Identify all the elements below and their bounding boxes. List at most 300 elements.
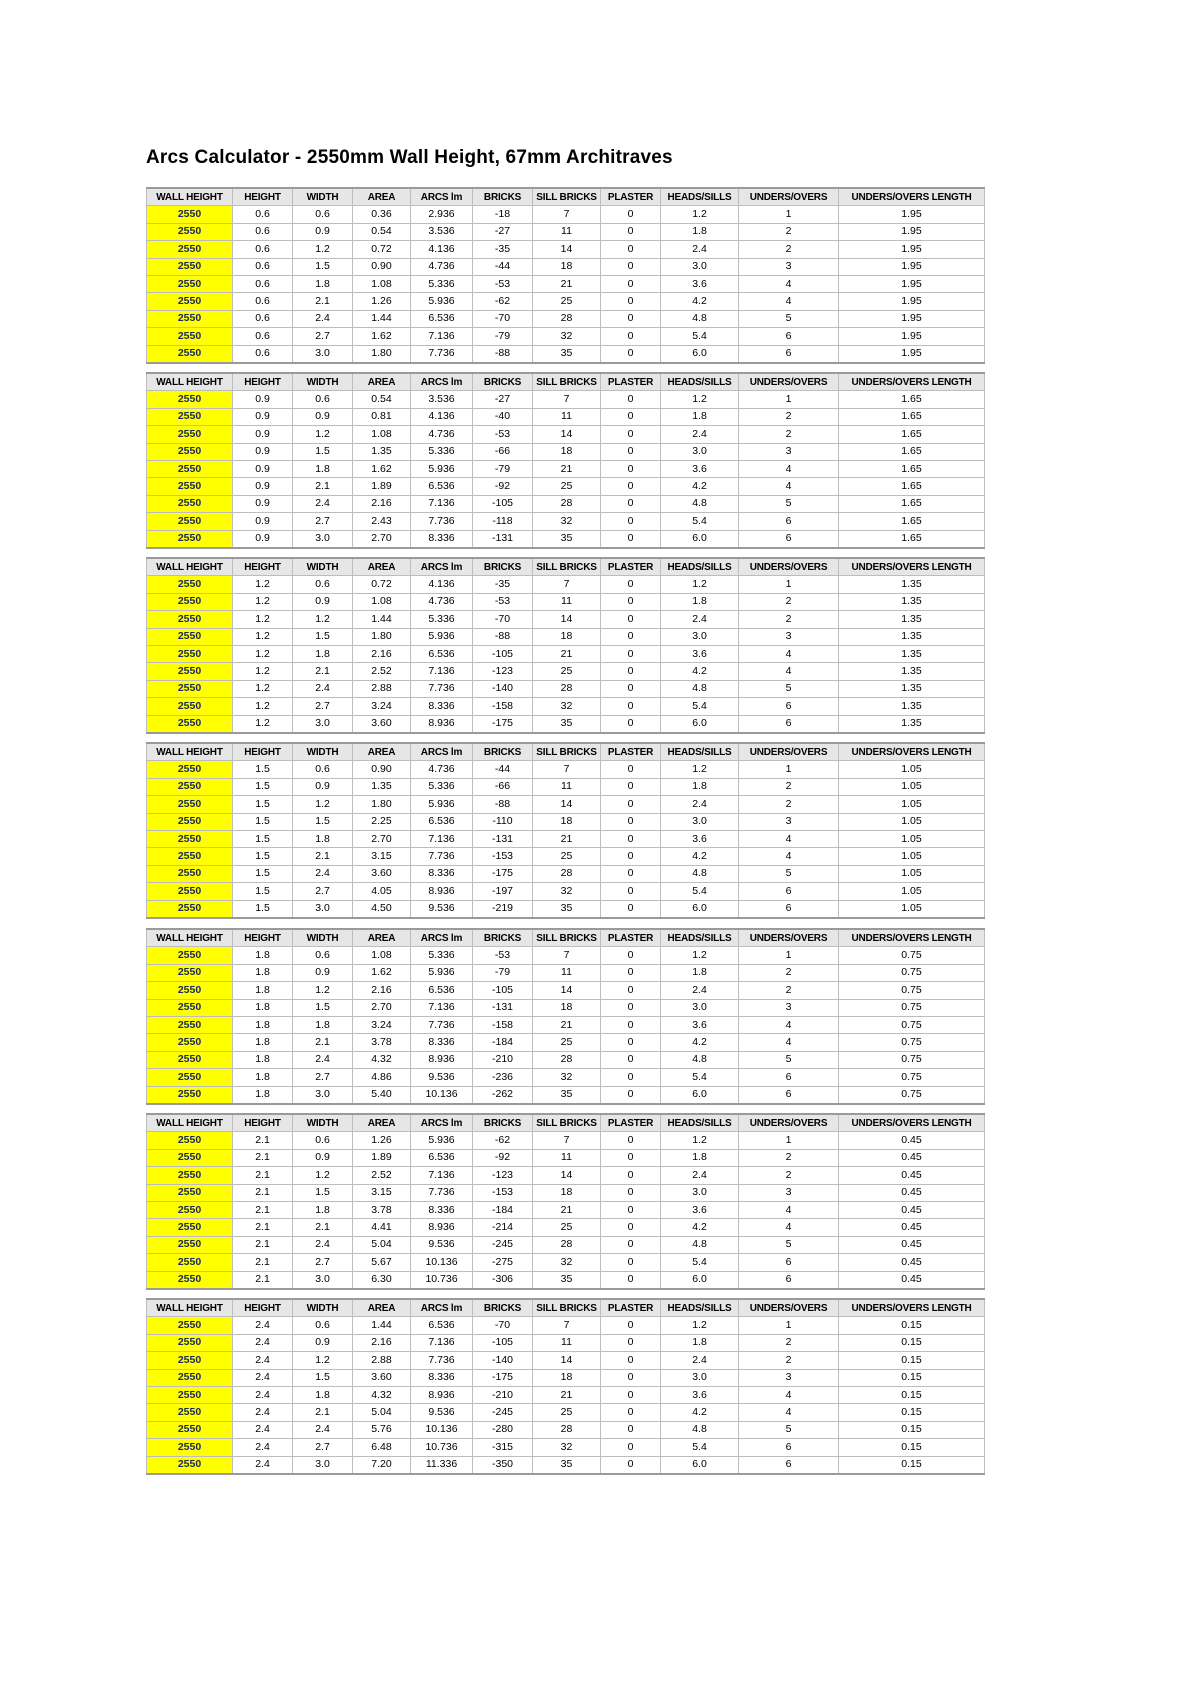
- table-cell: 1.65: [839, 443, 985, 460]
- wall-height-cell: 2550: [147, 1034, 233, 1051]
- table-cell: -245: [473, 1236, 533, 1253]
- table-cell: 1.35: [839, 698, 985, 715]
- table-cell: 3.24: [353, 1016, 411, 1033]
- table-cell: 10.136: [411, 1254, 473, 1271]
- table-cell: 0: [601, 1051, 661, 1068]
- column-header: HEIGHT: [233, 373, 293, 391]
- table-cell: 1.95: [839, 345, 985, 363]
- table-cell: 1: [739, 761, 839, 778]
- table-cell: 3.6: [661, 460, 739, 477]
- table-cell: 1.2: [233, 576, 293, 593]
- table-cell: 7.736: [411, 1016, 473, 1033]
- table-cell: 4.32: [353, 1386, 411, 1403]
- table-cell: 0.9: [293, 593, 353, 610]
- table-row: [147, 460, 985, 477]
- table-cell: 0: [601, 1201, 661, 1218]
- table-cell: -62: [473, 293, 533, 310]
- table-cell: 1.62: [353, 460, 411, 477]
- column-header: UNDERS/OVERS: [739, 558, 839, 576]
- column-header: HEIGHT: [233, 929, 293, 947]
- wall-height-cell: 2550: [147, 206, 233, 223]
- table-cell: 32: [533, 1254, 601, 1271]
- table-cell: 2.70: [353, 530, 411, 548]
- table-cell: -66: [473, 778, 533, 795]
- table-cell: 2.7: [293, 1069, 353, 1086]
- table-cell: 21: [533, 275, 601, 292]
- table-row: [147, 408, 985, 425]
- table-cell: -131: [473, 830, 533, 847]
- wall-height-cell: 2550: [147, 1201, 233, 1218]
- table-cell: 8.936: [411, 883, 473, 900]
- table-cell: 6: [739, 1439, 839, 1456]
- table-cell: 0: [601, 813, 661, 830]
- wall-height-cell: 2550: [147, 460, 233, 477]
- table-cell: 0.15: [839, 1334, 985, 1351]
- table-cell: 11: [533, 1334, 601, 1351]
- table-cell: 3.78: [353, 1201, 411, 1218]
- table-cell: 0: [601, 1184, 661, 1201]
- table-cell: 1.95: [839, 328, 985, 345]
- wall-height-cell: 2550: [147, 698, 233, 715]
- table-cell: 1.05: [839, 865, 985, 882]
- table-cell: 3.6: [661, 830, 739, 847]
- wall-height-cell: 2550: [147, 275, 233, 292]
- table-cell: 32: [533, 328, 601, 345]
- wall-height-cell: 2550: [147, 848, 233, 865]
- table-row: [147, 900, 985, 918]
- table-cell: 1.89: [353, 478, 411, 495]
- table-cell: 3.0: [293, 530, 353, 548]
- table-cell: 0: [601, 1456, 661, 1474]
- table-cell: 4.05: [353, 883, 411, 900]
- table-row: [147, 478, 985, 495]
- table-cell: 1.08: [353, 426, 411, 443]
- table-row: [147, 576, 985, 593]
- table-cell: -110: [473, 813, 533, 830]
- table-cell: 2.4: [661, 1352, 739, 1369]
- table-row: [147, 293, 985, 310]
- table-row: [147, 947, 985, 964]
- table-row: [147, 426, 985, 443]
- table-cell: 6: [739, 1271, 839, 1289]
- table-cell: -35: [473, 241, 533, 258]
- table-cell: 18: [533, 628, 601, 645]
- table-cell: 1.2: [661, 206, 739, 223]
- table-cell: 3.0: [293, 1456, 353, 1474]
- table-cell: 0: [601, 223, 661, 240]
- column-header: WIDTH: [293, 743, 353, 761]
- table-cell: 0.72: [353, 576, 411, 593]
- table-header-row: [147, 1299, 985, 1317]
- column-header: HEIGHT: [233, 558, 293, 576]
- table-cell: 6: [739, 1069, 839, 1086]
- table-cell: 28: [533, 495, 601, 512]
- table-cell: 1.65: [839, 426, 985, 443]
- table-row: [147, 1132, 985, 1149]
- table-cell: 0: [601, 865, 661, 882]
- table-cell: 1.8: [661, 223, 739, 240]
- table-cell: 1.5: [233, 865, 293, 882]
- table-cell: 2.7: [293, 328, 353, 345]
- table-cell: -88: [473, 628, 533, 645]
- table-cell: 7: [533, 1317, 601, 1334]
- table-cell: 1.2: [661, 1317, 739, 1334]
- table-cell: 5: [739, 865, 839, 882]
- table-cell: 6.536: [411, 982, 473, 999]
- table-cell: 6: [739, 883, 839, 900]
- table-cell: 1.8: [233, 1051, 293, 1068]
- table-cell: 6.536: [411, 478, 473, 495]
- table-cell: 0: [601, 830, 661, 847]
- table-cell: 6.0: [661, 530, 739, 548]
- wall-height-cell: 2550: [147, 1404, 233, 1421]
- table-cell: 0: [601, 1069, 661, 1086]
- table-cell: 0: [601, 293, 661, 310]
- wall-height-cell: 2550: [147, 999, 233, 1016]
- table-cell: 2.4: [661, 426, 739, 443]
- table-cell: 0.6: [233, 345, 293, 363]
- table-cell: -210: [473, 1051, 533, 1068]
- table-cell: 8.336: [411, 1369, 473, 1386]
- table-row: [147, 663, 985, 680]
- table-row: [147, 628, 985, 645]
- column-header: UNDERS/OVERS: [739, 929, 839, 947]
- table-cell: 0: [601, 999, 661, 1016]
- table-cell: 5: [739, 1051, 839, 1068]
- table-cell: 2.4: [661, 982, 739, 999]
- table-cell: 0: [601, 947, 661, 964]
- table-cell: 8.336: [411, 865, 473, 882]
- calc-table: [146, 557, 985, 734]
- table-cell: 4: [739, 830, 839, 847]
- table-cell: 11.336: [411, 1456, 473, 1474]
- table-cell: 7.736: [411, 680, 473, 697]
- table-cell: -306: [473, 1271, 533, 1289]
- table-cell: 0.9: [233, 391, 293, 408]
- table-row: [147, 443, 985, 460]
- column-header: AREA: [353, 929, 411, 947]
- table-cell: 35: [533, 715, 601, 733]
- table-cell: 0.6: [233, 258, 293, 275]
- table-row: [147, 680, 985, 697]
- table-row: [147, 982, 985, 999]
- table-cell: -219: [473, 900, 533, 918]
- table-cell: 1.8: [293, 830, 353, 847]
- table-cell: 3.0: [661, 258, 739, 275]
- table-cell: 4.2: [661, 1404, 739, 1421]
- table-cell: 0.9: [233, 426, 293, 443]
- column-header: PLASTER: [601, 373, 661, 391]
- wall-height-cell: 2550: [147, 1016, 233, 1033]
- table-header-row: [147, 558, 985, 576]
- wall-height-cell: 2550: [147, 1132, 233, 1149]
- table-cell: 6: [739, 345, 839, 363]
- table-cell: 8.936: [411, 715, 473, 733]
- table-cell: 1.5: [233, 848, 293, 865]
- table-row: [147, 1034, 985, 1051]
- table-cell: 5: [739, 495, 839, 512]
- table-cell: 32: [533, 513, 601, 530]
- table-cell: 4.32: [353, 1051, 411, 1068]
- table-row: [147, 999, 985, 1016]
- table-row: [147, 830, 985, 847]
- table-cell: 0: [601, 530, 661, 548]
- table-cell: 0.45: [839, 1184, 985, 1201]
- table-cell: 7.736: [411, 1352, 473, 1369]
- table-cell: 5.4: [661, 883, 739, 900]
- column-header: AREA: [353, 1114, 411, 1132]
- table-cell: 1.65: [839, 408, 985, 425]
- table-cell: -153: [473, 1184, 533, 1201]
- table-cell: 3: [739, 258, 839, 275]
- table-cell: -44: [473, 761, 533, 778]
- table-cell: 1.44: [353, 310, 411, 327]
- table-cell: 0: [601, 715, 661, 733]
- table-cell: 6: [739, 530, 839, 548]
- table-cell: -118: [473, 513, 533, 530]
- table-cell: 0: [601, 982, 661, 999]
- table-cell: 0.54: [353, 391, 411, 408]
- table-cell: 8.336: [411, 530, 473, 548]
- column-header: SILL BRICKS: [533, 743, 601, 761]
- table-cell: 35: [533, 345, 601, 363]
- table-cell: -79: [473, 460, 533, 477]
- table-cell: 1.8: [293, 275, 353, 292]
- table-cell: 6.30: [353, 1271, 411, 1289]
- table-cell: 1.2: [233, 628, 293, 645]
- table-cell: 0: [601, 478, 661, 495]
- table-cell: 2: [739, 1352, 839, 1369]
- column-header: HEIGHT: [233, 188, 293, 206]
- table-cell: 1.2: [293, 1352, 353, 1369]
- column-header: UNDERS/OVERS LENGTH: [839, 929, 985, 947]
- column-header: BRICKS: [473, 1299, 533, 1317]
- table-cell: 0.90: [353, 761, 411, 778]
- table-row: [147, 645, 985, 662]
- table-row: [147, 1369, 985, 1386]
- table-row: [147, 1404, 985, 1421]
- table-header-row: [147, 743, 985, 761]
- column-header: PLASTER: [601, 558, 661, 576]
- table-cell: 5.936: [411, 628, 473, 645]
- table-row: [147, 1352, 985, 1369]
- table-cell: -140: [473, 680, 533, 697]
- table-cell: 1.26: [353, 1132, 411, 1149]
- table-cell: -184: [473, 1034, 533, 1051]
- table-cell: 3.24: [353, 698, 411, 715]
- table-cell: 3.60: [353, 865, 411, 882]
- wall-height-cell: 2550: [147, 1386, 233, 1403]
- table-cell: 5.76: [353, 1421, 411, 1438]
- column-header: HEADS/SILLS: [661, 373, 739, 391]
- table-cell: 25: [533, 1219, 601, 1236]
- column-header: BRICKS: [473, 1114, 533, 1132]
- table-cell: -62: [473, 1132, 533, 1149]
- table-cell: 21: [533, 460, 601, 477]
- table-cell: 1.5: [293, 628, 353, 645]
- table-cell: 2.936: [411, 206, 473, 223]
- table-cell: 10.136: [411, 1086, 473, 1104]
- table-cell: 3: [739, 443, 839, 460]
- table-cell: 4.8: [661, 680, 739, 697]
- table-cell: 7.136: [411, 328, 473, 345]
- table-cell: 6: [739, 1086, 839, 1104]
- table-cell: 2.4: [233, 1317, 293, 1334]
- table-cell: 1.2: [233, 663, 293, 680]
- table-cell: 3.0: [661, 628, 739, 645]
- calc-table: [146, 1113, 985, 1290]
- table-cell: 18: [533, 258, 601, 275]
- table-cell: 7.20: [353, 1456, 411, 1474]
- table-row: [147, 275, 985, 292]
- table-row: [147, 883, 985, 900]
- table-row: [147, 715, 985, 733]
- table-cell: 1.2: [293, 1167, 353, 1184]
- table-cell: 0: [601, 964, 661, 981]
- table-cell: 0: [601, 1254, 661, 1271]
- table-cell: 2: [739, 611, 839, 628]
- column-header: UNDERS/OVERS LENGTH: [839, 743, 985, 761]
- table-cell: 1.95: [839, 223, 985, 240]
- table-cell: 2.1: [293, 1034, 353, 1051]
- wall-height-cell: 2550: [147, 778, 233, 795]
- table-cell: 35: [533, 1271, 601, 1289]
- table-cell: 0.75: [839, 1016, 985, 1033]
- table-cell: 0.6: [293, 576, 353, 593]
- table-cell: 32: [533, 883, 601, 900]
- table-cell: -70: [473, 611, 533, 628]
- table-cell: 1.5: [233, 778, 293, 795]
- column-header: AREA: [353, 743, 411, 761]
- table-cell: -105: [473, 495, 533, 512]
- table-cell: 11: [533, 1149, 601, 1166]
- table-row: [147, 1016, 985, 1033]
- table-cell: 1.05: [839, 813, 985, 830]
- table-cell: 0: [601, 778, 661, 795]
- table-cell: 0.54: [353, 223, 411, 240]
- wall-height-cell: 2550: [147, 1149, 233, 1166]
- table-cell: 0.9: [293, 408, 353, 425]
- wall-height-cell: 2550: [147, 443, 233, 460]
- table-cell: 1.8: [233, 964, 293, 981]
- column-header: HEIGHT: [233, 1114, 293, 1132]
- column-header: BRICKS: [473, 929, 533, 947]
- table-cell: 5.4: [661, 513, 739, 530]
- table-cell: 5.336: [411, 778, 473, 795]
- table-cell: 1.5: [233, 761, 293, 778]
- table-row: [147, 1086, 985, 1104]
- table-cell: 1.8: [293, 460, 353, 477]
- table-cell: 11: [533, 593, 601, 610]
- table-cell: 2.4: [293, 865, 353, 882]
- table-cell: 1.80: [353, 345, 411, 363]
- table-cell: -262: [473, 1086, 533, 1104]
- table-cell: 2.16: [353, 495, 411, 512]
- column-header: WIDTH: [293, 188, 353, 206]
- table-cell: 18: [533, 1184, 601, 1201]
- table-cell: 1.5: [233, 900, 293, 918]
- table-cell: 1.35: [839, 715, 985, 733]
- wall-height-cell: 2550: [147, 426, 233, 443]
- table-cell: 0.9: [233, 460, 293, 477]
- table-cell: 5.936: [411, 1132, 473, 1149]
- table-cell: 1.35: [839, 576, 985, 593]
- table-cell: -53: [473, 947, 533, 964]
- table-cell: 2: [739, 426, 839, 443]
- table-cell: 9.536: [411, 900, 473, 918]
- table-cell: 1.8: [293, 1016, 353, 1033]
- table-cell: 0: [601, 258, 661, 275]
- table-cell: 2: [739, 241, 839, 258]
- table-cell: 0: [601, 1149, 661, 1166]
- table-row: [147, 865, 985, 882]
- column-header: HEIGHT: [233, 1299, 293, 1317]
- table-cell: 1: [739, 1317, 839, 1334]
- table-cell: 8.336: [411, 1034, 473, 1051]
- table-cell: 1: [739, 947, 839, 964]
- table-cell: 4.2: [661, 1034, 739, 1051]
- table-cell: 3.0: [293, 900, 353, 918]
- table-cell: 5.40: [353, 1086, 411, 1104]
- table-cell: 2.1: [293, 848, 353, 865]
- table-cell: 0.9: [233, 495, 293, 512]
- table-row: [147, 1219, 985, 1236]
- table-cell: 1.8: [233, 1034, 293, 1051]
- table-cell: 2.1: [233, 1201, 293, 1218]
- table-cell: 4.136: [411, 241, 473, 258]
- column-header: WALL HEIGHT: [147, 1299, 233, 1317]
- table-cell: 0.15: [839, 1456, 985, 1474]
- table-cell: 14: [533, 241, 601, 258]
- table-cell: 4.8: [661, 1421, 739, 1438]
- table-cell: 4.736: [411, 426, 473, 443]
- table-cell: 0.75: [839, 1086, 985, 1104]
- wall-height-cell: 2550: [147, 576, 233, 593]
- table-cell: 6.0: [661, 715, 739, 733]
- table-row: [147, 258, 985, 275]
- wall-height-cell: 2550: [147, 408, 233, 425]
- table-cell: 1.5: [293, 999, 353, 1016]
- table-cell: 1.2: [293, 796, 353, 813]
- table-cell: 1.26: [353, 293, 411, 310]
- table-cell: 1.65: [839, 478, 985, 495]
- table-cell: 28: [533, 310, 601, 327]
- table-cell: -70: [473, 1317, 533, 1334]
- table-cell: 0.9: [233, 408, 293, 425]
- column-header: WIDTH: [293, 1299, 353, 1317]
- table-cell: 0.9: [233, 478, 293, 495]
- table-row: [147, 813, 985, 830]
- table-cell: 1.8: [661, 1149, 739, 1166]
- table-cell: 6.536: [411, 1149, 473, 1166]
- table-cell: 2.4: [293, 310, 353, 327]
- table-cell: 3.0: [293, 1086, 353, 1104]
- table-cell: 11: [533, 964, 601, 981]
- column-header: WALL HEIGHT: [147, 743, 233, 761]
- table-row: [147, 698, 985, 715]
- table-cell: 4.2: [661, 848, 739, 865]
- table-cell: 6: [739, 715, 839, 733]
- table-cell: 2: [739, 593, 839, 610]
- table-header-row: [147, 188, 985, 206]
- column-header: ARCS lm: [411, 1114, 473, 1132]
- table-cell: 2.1: [233, 1167, 293, 1184]
- table-cell: 1.2: [233, 593, 293, 610]
- table-cell: 7.136: [411, 999, 473, 1016]
- table-cell: 0: [601, 1219, 661, 1236]
- table-cell: 0.9: [293, 1334, 353, 1351]
- table-cell: -197: [473, 883, 533, 900]
